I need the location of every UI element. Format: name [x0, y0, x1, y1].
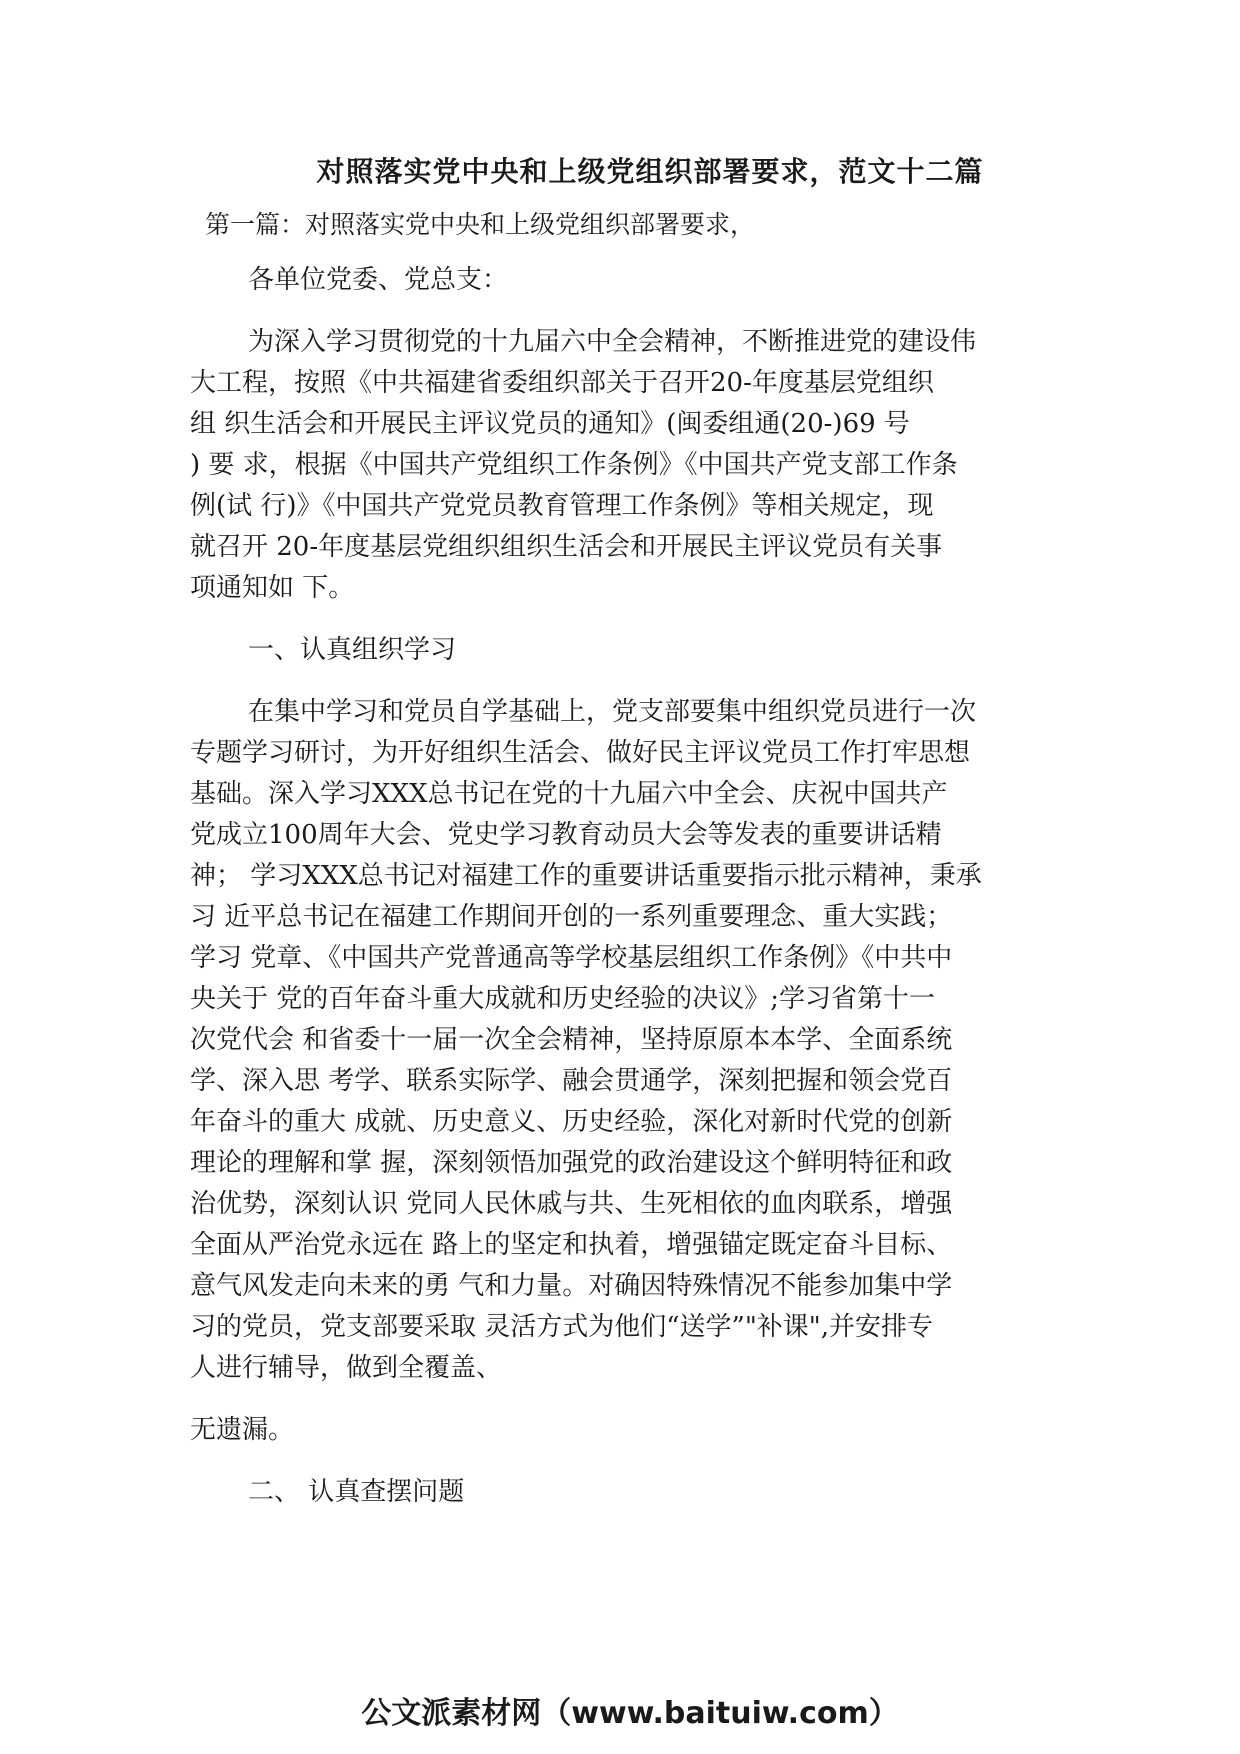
- text-line: 项通知如 下。: [190, 573, 355, 603]
- salutation: 各单位党委、党总支：: [248, 265, 509, 295]
- text-line: 习的党员，党支部要采取 灵活方式为他们“送学”"补课",并安排专: [190, 1312, 934, 1342]
- intro-paragraph: [190, 322, 1080, 609]
- text-line: 专题学习研讨，为开好组织生活会、做好民主评议党员工作打牢思想: [190, 738, 971, 768]
- document-subtitle: 第一篇：对照落实党中央和上级党组织部署要求，: [205, 210, 756, 239]
- text-line: 党成立100周年大会、党史学习教育动员大会等发表的重要讲话精: [190, 820, 942, 850]
- text-line: 神； 学习XXX总书记对福建工作的重要讲话重要指示批示精神，秉承: [190, 861, 982, 891]
- text-line: 组 织生活会和开展民主评议党员的通知》(闽委组通(20-)69 号: [190, 409, 910, 439]
- text-line: 理论的理解和掌 握，深刻领悟加强党的政治建设这个鲜明特征和政: [190, 1148, 953, 1178]
- text-line: 意气风发走向未来的勇 气和力量。对确因特殊情况不能参加集中学: [190, 1271, 953, 1301]
- text-line: 在集中学习和党员自学基础上，党支部要集中组织党员进行一次: [248, 697, 977, 727]
- text-line: 全面从严治党永远在 路上的坚定和执着，增强锚定既定奋斗目标、: [190, 1230, 953, 1260]
- text-line: 例(试 行)》《中国共产党党员教育管理工作条例》等相关规定，现: [190, 491, 934, 521]
- text-line: 习 近平总书记在福建工作期间开创的一系列重要理念、重大实践；: [190, 902, 953, 932]
- site-watermark: 公文派素材网（www.baituiw.com）: [361, 1696, 899, 1731]
- text-line: 治优势，深刻认识 党同人民休戚与共、生死相依的血肉联系，增强: [190, 1189, 953, 1219]
- section-heading-1: 一、认真组织学习: [248, 635, 457, 665]
- text-line: 为深入学习贯彻党的十九届六中全会精神，不断推进党的建设伟: [248, 327, 977, 357]
- section-heading-2: 二、 认真查摆问题: [248, 1477, 465, 1507]
- text-line: 学习 党章、《中国共产党普通高等学校基层组织工作条例》《中共中: [190, 943, 953, 973]
- section1-paragraph: [190, 692, 1080, 1389]
- text-line: 人进行辅导，做到全覆盖、: [190, 1353, 503, 1383]
- text-line: 次党代会 和省委十一届一次全会精神，坚持原原本本学、全面系统: [190, 1025, 953, 1055]
- section1-tail-line: 无遗漏。: [190, 1415, 295, 1445]
- text-line: 年奋斗的重大 成就、历史意义、历史经验，深化对新时代党的创新: [190, 1107, 953, 1137]
- text-line: 学、深入思 考学、联系实际学、融会贯通学，深刻把握和领会党百: [190, 1066, 953, 1096]
- text-line: 央关于 党的百年奋斗重大成就和历史经验的决议》;学习省第十一: [190, 984, 936, 1014]
- text-line: 大工程，按照《中共福建省委组织部关于召开20-年度基层党组织: [190, 368, 934, 398]
- document-body: [190, 245, 1080, 1513]
- text-line: 就召开 20-年度基层党组织组织生活会和开展民主评议党员有关事: [190, 532, 943, 562]
- document-title: 对照落实党中央和上级党组织部署要求，范文十二篇: [316, 155, 984, 188]
- text-line: ) 要 求，根据《中国共产党组织工作条例》《中国共产党支部工作条: [190, 450, 958, 480]
- text-line: 基础。深入学习XXX总书记在党的十九届六中全会、庆祝中国共产: [190, 779, 948, 809]
